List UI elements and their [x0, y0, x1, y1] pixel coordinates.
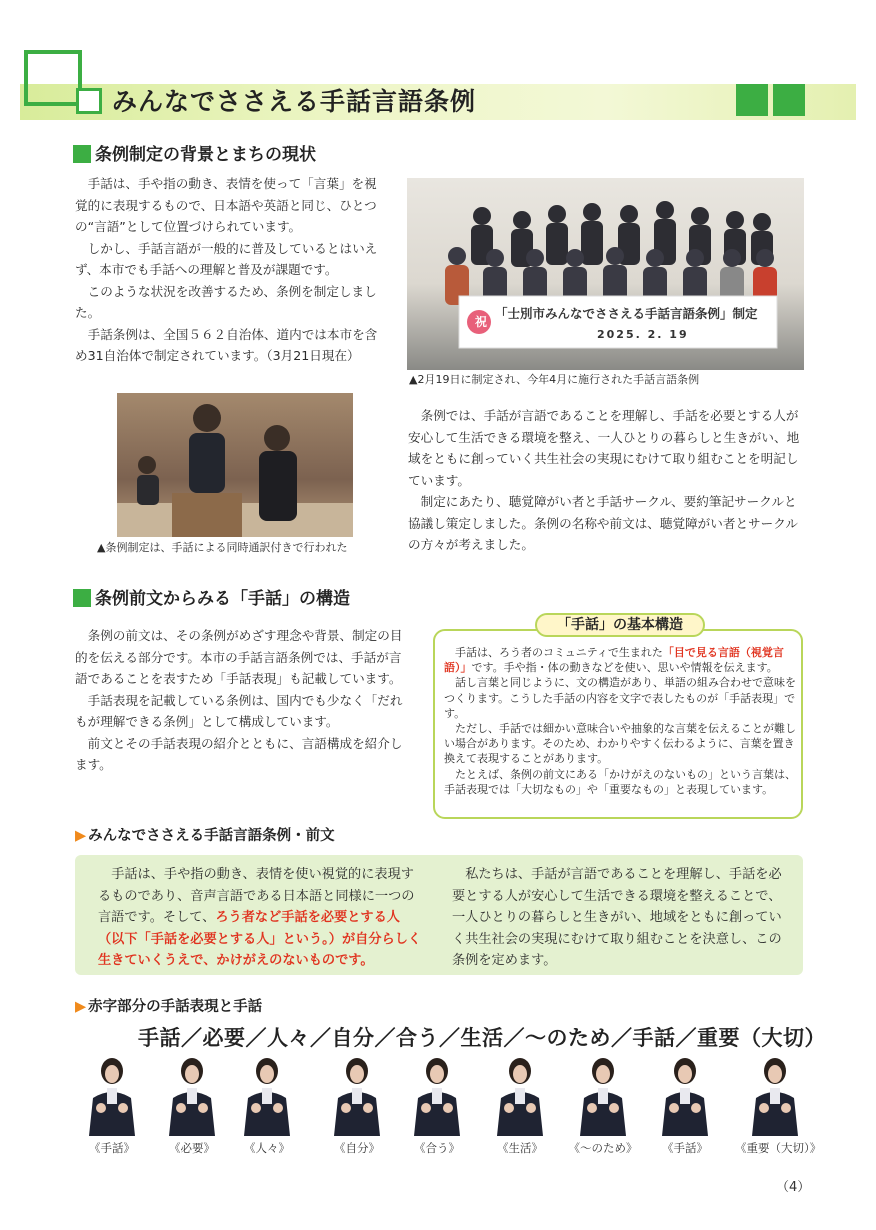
sign-label: 《手話》 — [662, 1141, 708, 1155]
signer-figure — [77, 1056, 147, 1138]
page-title: みんなでささえる手話言語条例 — [112, 87, 477, 116]
section-heading-text: 条例前文からみる「手話」の構造 — [95, 589, 350, 609]
paragraph: このような状況を改善するため、条例を制定しました。 — [75, 283, 377, 320]
signer-figure — [322, 1056, 392, 1138]
signer-figure — [568, 1056, 638, 1138]
paragraph: 手話表現を記載している条例は、国内でも少なく「だれもが理解できる条例」として構成しています。 — [75, 692, 403, 729]
basic-structure-title: 「手話」の基本構造 — [535, 613, 705, 637]
triangle-icon: ▶ — [75, 999, 87, 1015]
paragraph: 手話条例は、全国５６２自治体、道内では本市を含め31自治体で制定されています。（3月21日現在） — [75, 326, 378, 363]
photo-caption: ▲条例制定は、手話による同時通訳付きで行われた — [97, 541, 348, 554]
signer-figure — [740, 1056, 810, 1138]
sign-label: 《必要》 — [169, 1141, 215, 1155]
paragraph: ただし、手話では細かい意味合いや抽象的な言葉を伝えることが難しい場合があります。そのため、わかりやすく伝わるように、言葉を置き換えて表現することがあります。 — [444, 722, 796, 766]
paragraph: 手話は、手や指の動き、表情を使って「言葉」を視覚的に表現するもので、日本語や英語と同じ、ひとつの“言語”として位置づけられています。 — [75, 176, 377, 234]
paragraph: 条例の前文は、その条例がめざす理念や背景、制定の目的を伝える部分です。本市の手話言語条例では、手話が言語であることを表すため「手話表現」も記載しています。 — [75, 628, 403, 686]
sign-label: 《自分》 — [334, 1141, 380, 1155]
paragraph: 条例では、手話が言語であることを理解し、手話を必要とする人が安心して生活できる環境を整え、一人ひとりの暮らしと生きがい、地域をともに創っていく共生社会の実現にむけて取り組むことを明記しています。 — [408, 408, 800, 488]
text: です。手や指・体の動きなどを使い、思いや情報を伝えます。 — [471, 661, 778, 675]
banner-date: 2025. 2. 19 — [597, 328, 689, 341]
sign-sequence: 手話／必要／人々／自分／合う／生活／～のため／手話／重要（大切） — [138, 1026, 826, 1050]
paragraph: 話し言葉と同じように、文の構造があり、単語の組み合わせで意味をつくります。こうした手話の内容を文字で表したものが「手話表現」です。 — [444, 676, 796, 720]
signer-figure — [650, 1056, 720, 1138]
sign-label: 《人々》 — [244, 1141, 290, 1155]
signs-heading-text: 赤字部分の手話表現と手話 — [88, 999, 263, 1015]
signer-figure — [232, 1056, 302, 1138]
banner-text: 「士別市みんなでささえる手話言語条例」制定 — [495, 306, 758, 321]
page-number: （4） — [776, 1180, 811, 1195]
text: 手話は、ろう者のコミュニティで生まれた — [455, 646, 663, 659]
paragraph: しかし、手話言語が一般的に普及しているとはいえず、本市でも手話への理解と普及が課題です。 — [75, 240, 378, 277]
sign-label: 《生活》 — [497, 1141, 543, 1155]
paragraph: 制定にあたり、聴覚障がい者と手話サークル、要約筆記サークルと協議し策定しました。条例の名称や前文は、聴覚障がい者とサークルの方々が考えました。 — [408, 494, 799, 552]
highlight-text: 「目で見る言語（視覚言語）」 — [444, 646, 784, 675]
signer-figure — [485, 1056, 555, 1138]
signer-figure — [402, 1056, 472, 1138]
sign-label: 《手話》 — [89, 1141, 135, 1155]
highlight-text: ろう者など手話を必要とする人（以下「手話を必要とする人」という。）が自分らしく生きていくうえで、かけがえのないものです。 — [98, 910, 422, 968]
sign-label: 《～のため》 — [568, 1141, 638, 1155]
banner-badge: 祝 — [474, 315, 487, 329]
triangle-icon: ▶ — [75, 828, 87, 844]
text: 手話は、手や指の動き、表情を使い視覚的に表現するものであり、音声言語である日本語と同様に一つの言語です。そして、 — [98, 867, 415, 925]
sign-label: 《重要（大切）》 — [735, 1141, 822, 1155]
photo-caption: ▲2月19日に制定され、今年4月に施行された手話言語条例 — [409, 373, 700, 386]
paragraph: 前文とその手話表現の紹介とともに、言語構成を紹介します。 — [75, 735, 403, 772]
sign-label: 《合う》 — [414, 1141, 460, 1155]
paragraph: たとえば、条例の前文にある「かけがえのないもの」という言葉は、手話表現では「大切なもの」や「重要なもの」と表現しています。 — [444, 767, 796, 796]
preamble-right: 私たちは、手話が言語であることを理解し、手話を必要とする人が安心して生活できる環境を整えることで、一人ひとりの暮らしと生きがい、地域をともに創っていく共生社会の実現にむけて取り組むことを決意し、この条例を定めます。 — [452, 867, 782, 968]
signer-figure — [157, 1056, 227, 1138]
section-heading-text: 条例制定の背景とまちの現状 — [95, 145, 316, 165]
preamble-heading-text: みんなでささえる手話言語条例・前文 — [88, 828, 335, 844]
